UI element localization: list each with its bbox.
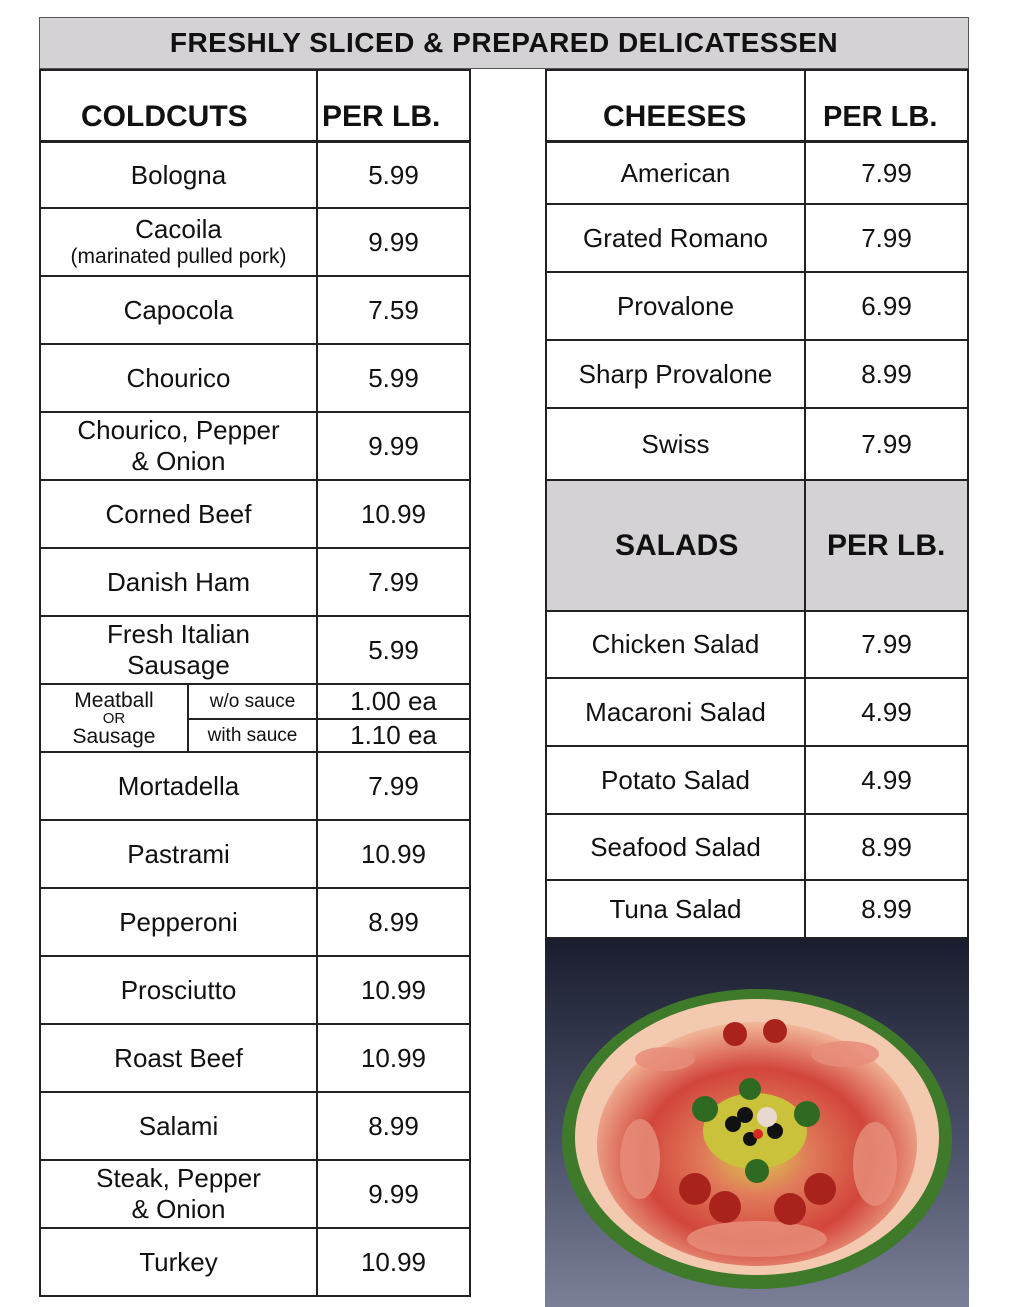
item-name: Corned Beef bbox=[105, 498, 252, 529]
item-name: American bbox=[620, 157, 731, 188]
salads-price-header: PER LB. bbox=[827, 528, 946, 562]
meatball-line1: Meatball bbox=[74, 688, 154, 712]
item-price: 4.99 bbox=[861, 764, 912, 795]
item-price: 7.59 bbox=[368, 294, 419, 325]
coldcuts-price-header: PER LB. bbox=[322, 100, 441, 133]
page-title: FRESHLY SLICED & PREPARED DELICATESSEN bbox=[39, 17, 969, 69]
table-row bbox=[41, 481, 469, 549]
deli-platter-photo bbox=[545, 939, 969, 1307]
meatball-row bbox=[41, 685, 469, 753]
item-price: 7.99 bbox=[861, 157, 912, 188]
item-name: Chicken Salad bbox=[591, 629, 760, 660]
item-price: 10.99 bbox=[360, 974, 427, 1005]
item-price: 7.99 bbox=[861, 428, 912, 459]
table-row bbox=[547, 409, 967, 479]
meatball-option-row bbox=[189, 720, 469, 751]
salads-header-row bbox=[547, 479, 967, 612]
table-row bbox=[547, 815, 967, 881]
meatball-label bbox=[41, 685, 187, 751]
meatball-option-row bbox=[189, 685, 469, 720]
item-price: 8.99 bbox=[861, 893, 912, 924]
cheeses-header: CHEESES bbox=[603, 100, 747, 133]
item-price: 7.99 bbox=[368, 566, 419, 597]
item-name: Salami bbox=[138, 1110, 219, 1141]
table-row bbox=[547, 205, 967, 273]
item-name: Potato Salad bbox=[601, 764, 750, 795]
item-name: Steak, Pepper bbox=[96, 1163, 261, 1194]
item-name: Prosciutto bbox=[120, 974, 237, 1005]
item-price: 10.99 bbox=[360, 1042, 427, 1073]
item-price: 10.99 bbox=[360, 498, 427, 529]
item-price: 10.99 bbox=[360, 1246, 427, 1277]
table-row bbox=[41, 413, 469, 481]
platter-illustration bbox=[545, 939, 969, 1307]
item-price: 7.99 bbox=[368, 770, 419, 801]
table-row bbox=[41, 1161, 469, 1229]
item-name: Provalone bbox=[616, 290, 735, 321]
item-name: Pastrami bbox=[127, 838, 230, 869]
item-name: Cacoila bbox=[135, 214, 222, 245]
item-price: 7.99 bbox=[861, 629, 912, 660]
item-price: 8.99 bbox=[861, 831, 912, 862]
option-price: 1.00 ea bbox=[350, 686, 437, 716]
item-name-line2: & Onion bbox=[131, 446, 226, 476]
option-label: with sauce bbox=[207, 724, 298, 746]
meatball-or: OR bbox=[102, 709, 126, 727]
item-price: 10.99 bbox=[360, 838, 427, 869]
item-price: 9.99 bbox=[368, 1178, 419, 1209]
item-name: Chourico, Pepper bbox=[77, 415, 280, 446]
item-name: Chourico bbox=[126, 362, 231, 393]
option-label: w/o sauce bbox=[209, 690, 296, 712]
table-row bbox=[41, 209, 469, 277]
item-price: 8.99 bbox=[861, 358, 912, 389]
item-name: Danish Ham bbox=[106, 566, 251, 597]
table-row bbox=[547, 273, 967, 341]
item-name: Macaroni Salad bbox=[585, 696, 766, 727]
table-row bbox=[41, 1229, 469, 1295]
table-row bbox=[41, 889, 469, 957]
table-row bbox=[547, 679, 967, 747]
item-name-line2: Sausage bbox=[127, 650, 230, 680]
cheeses-price-header: PER LB. bbox=[823, 101, 938, 133]
item-price: 5.99 bbox=[368, 362, 419, 393]
table-row bbox=[547, 143, 967, 205]
item-price: 6.99 bbox=[861, 290, 912, 321]
item-price: 7.99 bbox=[861, 222, 912, 253]
item-note: (marinated pulled pork) bbox=[70, 244, 287, 268]
item-name: Bologna bbox=[130, 159, 227, 190]
item-price: 4.99 bbox=[861, 696, 912, 727]
coldcuts-header-row bbox=[41, 71, 469, 143]
table-row bbox=[547, 881, 967, 937]
table-row bbox=[41, 1025, 469, 1093]
table-row bbox=[41, 821, 469, 889]
table-row bbox=[41, 1093, 469, 1161]
table-row bbox=[41, 957, 469, 1025]
item-name: Sharp Provalone bbox=[578, 358, 773, 389]
item-price: 5.99 bbox=[368, 634, 419, 665]
table-row bbox=[547, 612, 967, 679]
table-row bbox=[41, 277, 469, 345]
table-row bbox=[547, 341, 967, 409]
coldcuts-header: COLDCUTS bbox=[81, 100, 248, 133]
option-price: 1.10 ea bbox=[350, 720, 437, 750]
cheeses-salads-table bbox=[545, 69, 969, 939]
item-name: Roast Beef bbox=[114, 1042, 243, 1073]
item-name-line2: & Onion bbox=[131, 1194, 226, 1224]
item-price: 5.99 bbox=[368, 159, 419, 190]
table-row bbox=[41, 143, 469, 209]
salads-header: SALADS bbox=[615, 528, 739, 562]
item-name: Mortadella bbox=[117, 770, 240, 801]
item-price: 9.99 bbox=[368, 430, 419, 461]
table-row bbox=[41, 549, 469, 617]
table-row bbox=[547, 747, 967, 815]
item-name: Turkey bbox=[139, 1246, 218, 1277]
item-price: 8.99 bbox=[368, 1110, 419, 1141]
item-name: Grated Romano bbox=[583, 222, 768, 253]
cheeses-header-row bbox=[547, 71, 967, 143]
item-price: 8.99 bbox=[368, 906, 419, 937]
item-name: Capocola bbox=[123, 294, 234, 325]
item-name: Swiss bbox=[641, 428, 710, 459]
item-name: Tuna Salad bbox=[609, 893, 742, 924]
item-name: Fresh Italian bbox=[106, 619, 251, 650]
item-name: Seafood Salad bbox=[590, 831, 761, 862]
table-row bbox=[41, 345, 469, 413]
coldcuts-table bbox=[39, 69, 471, 1297]
item-name: Pepperoni bbox=[119, 906, 238, 937]
table-row bbox=[41, 753, 469, 821]
item-price: 9.99 bbox=[368, 226, 419, 257]
meatball-line3: Sausage bbox=[72, 724, 156, 748]
table-row bbox=[41, 617, 469, 685]
